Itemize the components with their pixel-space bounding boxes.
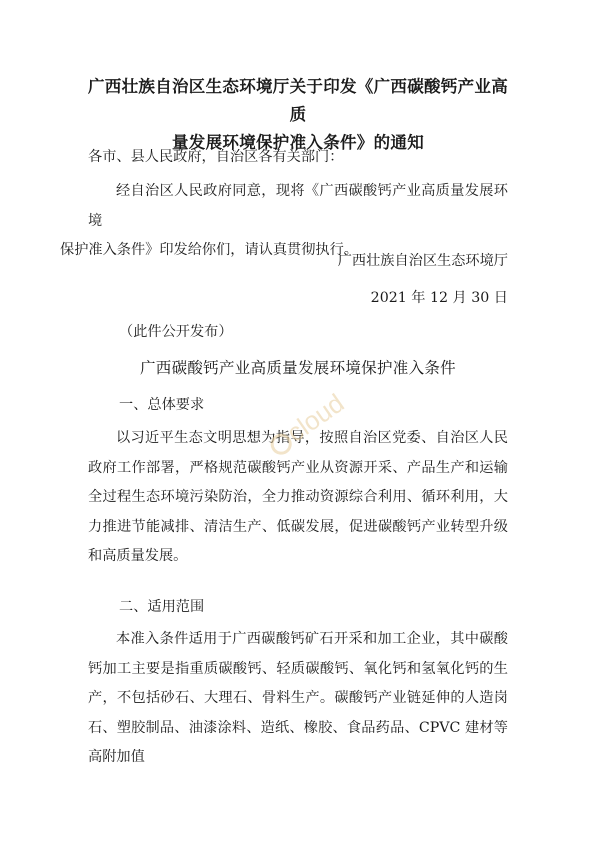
section-1-paragraph: 以习近平生态文明思想为指导，按照自治区党委、自治区人民政府工作部署，严格规范碳酸钙产业从资源开采、产品生产和运输全过程生态环境污染防治，全力推动资源综合利用、循环利用，大力推进节能减排、清洁生产、低碳发展，促进碳酸钙产业转型升级和高质量发展。 xyxy=(88,430,508,564)
watermark-text: cloud xyxy=(281,387,350,448)
section-2-paragraph: 本准入条件适用于广西碳酸钙矿石开采和加工企业，其中碳酸钙加工主要是指重质碳酸钙、轻质碳酸钙、氧化钙和氢氧化钙的生产，不包括砂石、大理石、骨料生产。碳酸钙产业链延伸的人造岗石、塑胶制品、油漆涂料、造纸、橡胶、食品药品、CPVC 建材等高附加值 xyxy=(88,631,508,765)
notice-body-line-2: 保护准入条件》印发给你们，请认真贯彻执行。 xyxy=(60,242,358,258)
title-line-2: 量发展环境保护准入条件》的通知 xyxy=(172,133,424,152)
title-line-1: 广西壮族自治区生态环境厅关于印发《广西碳酸钙产业高质 xyxy=(88,77,508,124)
salutation: 各市、县人民政府，自治区各有关部门： xyxy=(88,149,344,165)
signature: 广西壮族自治区生态环境厅 xyxy=(337,253,508,269)
section-1-heading: 一、总体要求 xyxy=(119,397,205,413)
notice-body-line-1: 经自治区人民政府同意，现将《广西碳酸钙产业高质量发展环境 xyxy=(88,183,508,229)
document-title xyxy=(88,73,508,157)
document-subtitle: 广西碳酸钙产业高质量发展环境保护准入条件 xyxy=(139,359,456,377)
section-2-heading: 二、适用范围 xyxy=(119,599,205,615)
publication-note: （此件公开发布） xyxy=(119,324,233,340)
document-date: 2021 年 12 月 30 日 xyxy=(370,290,508,306)
